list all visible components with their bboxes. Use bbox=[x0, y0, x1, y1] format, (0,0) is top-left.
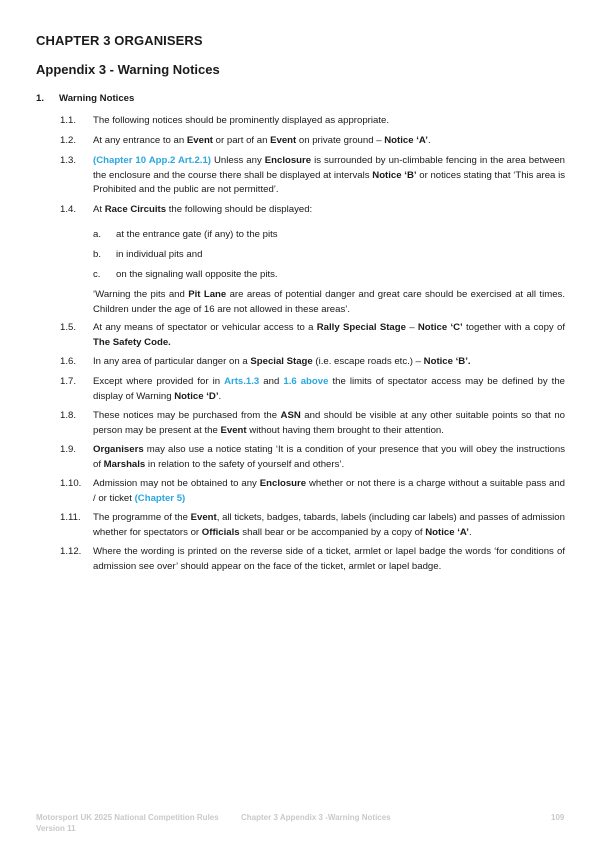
text-run: Unless any bbox=[211, 155, 265, 166]
cross-reference-link[interactable]: (Chapter 5) bbox=[134, 492, 186, 504]
text-run: or part of an bbox=[213, 135, 271, 146]
item-number: 1.3. bbox=[60, 155, 77, 166]
text-run: without having them brought to their attention. bbox=[246, 424, 444, 436]
text-run: At any entrance to an bbox=[93, 135, 187, 146]
footer-rules-title: Motorsport UK 2025 National Competition Rules bbox=[36, 813, 219, 822]
item-text bbox=[93, 134, 565, 149]
bold-term: Notice ‘B’. bbox=[423, 356, 471, 367]
bold-term: Notice ‘B’ bbox=[372, 169, 417, 181]
warning-quote bbox=[93, 288, 565, 317]
text-run: . bbox=[218, 390, 222, 402]
text-run: shall bear or be accompanied by a copy of bbox=[239, 526, 426, 538]
item-text bbox=[93, 409, 565, 438]
text-run: . bbox=[427, 135, 431, 146]
item-number: 1.5. bbox=[60, 322, 77, 333]
text-run: These notices may be purchased from the bbox=[93, 410, 281, 421]
item-text bbox=[93, 321, 565, 350]
notice-item bbox=[60, 375, 565, 404]
footer-left bbox=[36, 812, 219, 834]
text-run: may also use a notice stating ‘It is a condition of your presence that you will obey the instructions of bbox=[93, 444, 565, 470]
sub-item bbox=[93, 248, 202, 263]
text-run: At bbox=[93, 204, 105, 215]
text-run: Admission may not be obtained to any bbox=[93, 478, 260, 489]
text-run: Except where provided for in bbox=[93, 376, 225, 387]
bold-term: Rally Special Stage bbox=[316, 322, 406, 333]
text-run: the limits of spectator access may be defined by the display of Warning bbox=[93, 376, 565, 402]
sub-item-letter: a. bbox=[93, 229, 102, 240]
section-number: 1. bbox=[36, 93, 45, 104]
appendix-title: Appendix 3 - Warning Notices bbox=[36, 62, 220, 77]
footer-page-number: 109 bbox=[551, 813, 565, 822]
item-number: 1.1. bbox=[60, 115, 77, 126]
text-run: or notices stating that ‘This area is Prohibited and the public are not permitted’. bbox=[93, 169, 565, 195]
text-run: In any area of particular danger on a bbox=[93, 356, 251, 367]
text-run: At any means of spectator or vehicular access to a bbox=[93, 322, 317, 333]
bold-term: Notice ‘A’ bbox=[425, 526, 469, 538]
notice-item bbox=[60, 203, 565, 218]
text-run: on private ground – bbox=[296, 135, 385, 146]
text-run: The following notices should be prominently displayed as appropriate. bbox=[93, 115, 389, 126]
item-number: 1.9. bbox=[60, 444, 77, 455]
notice-item bbox=[60, 409, 565, 438]
cross-reference-link[interactable]: 1.6 above bbox=[283, 376, 329, 387]
item-number: 1.6. bbox=[60, 356, 77, 367]
sub-item-letter: b. bbox=[93, 249, 102, 260]
bold-term: Event bbox=[270, 135, 297, 146]
bold-term: Event bbox=[220, 424, 247, 436]
footer-version: Version 11 bbox=[36, 824, 76, 833]
item-text bbox=[93, 477, 565, 506]
item-text bbox=[93, 355, 565, 370]
footer-chapter: Chapter 3 Appendix 3 -Warning Notices bbox=[241, 813, 391, 822]
notice-item bbox=[60, 545, 565, 574]
bold-term: Marshals bbox=[103, 458, 146, 470]
text-run: in relation to the safety of yourself and others’. bbox=[145, 458, 345, 470]
bold-term: Pit Lane bbox=[188, 289, 227, 300]
bold-term: Enclosure bbox=[259, 478, 307, 489]
bold-term: The Safety Code. bbox=[93, 336, 171, 348]
text-run: The programme of the bbox=[93, 512, 191, 523]
text-run: . bbox=[468, 526, 472, 538]
notice-item bbox=[60, 134, 565, 149]
item-text bbox=[93, 114, 565, 129]
notice-item bbox=[60, 321, 565, 350]
item-number: 1.2. bbox=[60, 135, 77, 146]
text-run: and should be visible at any other suitable points so that no person may be present at the bbox=[93, 410, 565, 436]
item-number: 1.7. bbox=[60, 376, 77, 387]
bold-term: Enclosure bbox=[264, 155, 312, 166]
text-run: , all tickets, badges, tabards, labels (including car labels) and passes of admission whether for spectators or bbox=[93, 512, 565, 538]
item-text bbox=[93, 375, 565, 404]
text-run: are areas of potential danger and great care should be exercised at all times. Children under the age of 16 are not allowed in these areas’. bbox=[93, 289, 565, 315]
notice-item bbox=[60, 511, 565, 540]
bold-term: Special Stage bbox=[250, 356, 313, 367]
bold-term: Officials bbox=[201, 526, 240, 538]
bold-term: Event bbox=[190, 512, 217, 523]
notice-item bbox=[60, 355, 565, 370]
bold-term: ASN bbox=[280, 410, 301, 421]
sub-item-text: on the signaling wall opposite the pits. bbox=[116, 269, 278, 280]
item-number: 1.10. bbox=[60, 478, 82, 489]
text-run: is surrounded by un-climbable fencing in the area between the enclosure and the course there shall be displayed at intervals bbox=[93, 155, 565, 181]
notice-item bbox=[60, 154, 565, 198]
sub-item-letter: c. bbox=[93, 269, 101, 280]
text-run: Where the wording is printed on the reverse side of a ticket, armlet or lapel badge the words ‘for conditions of admission see over’ should appear on the face of the ticket, armlet or lapel badge. bbox=[93, 546, 565, 572]
bold-term: Organisers bbox=[93, 444, 144, 455]
item-text bbox=[93, 203, 565, 218]
text-run: the following should be displayed: bbox=[166, 204, 313, 215]
item-text bbox=[93, 511, 565, 540]
sub-item bbox=[93, 268, 278, 283]
item-text bbox=[93, 443, 565, 472]
chapter-title: CHAPTER 3 ORGANISERS bbox=[36, 33, 203, 48]
bold-term: Notice ‘D’ bbox=[174, 390, 219, 402]
bold-term: Race Circuits bbox=[104, 204, 167, 215]
item-number: 1.11. bbox=[60, 512, 81, 523]
bold-term: Notice ‘C’ bbox=[417, 322, 463, 333]
cross-reference-link[interactable]: (Chapter 10 App.2 Art.2.1) bbox=[93, 155, 212, 166]
section-heading bbox=[36, 93, 134, 104]
bold-term: Notice ‘A’ bbox=[384, 135, 428, 146]
sub-item bbox=[93, 228, 278, 243]
item-number: 1.4. bbox=[60, 204, 77, 215]
notice-item bbox=[60, 114, 565, 129]
sub-item-text: in individual pits and bbox=[116, 249, 203, 260]
notice-item bbox=[60, 477, 565, 506]
section-title: Warning Notices bbox=[59, 93, 135, 104]
item-number: 1.12. bbox=[60, 546, 82, 557]
item-text bbox=[93, 154, 565, 198]
notice-item bbox=[60, 443, 565, 472]
text-run: – bbox=[405, 322, 418, 333]
text-run: and bbox=[259, 376, 284, 387]
item-text bbox=[93, 545, 565, 574]
bold-term: Event bbox=[186, 135, 214, 146]
text-run: together with a copy of bbox=[462, 322, 566, 333]
text-run: (i.e. escape roads etc.) – bbox=[312, 356, 424, 367]
text-run: whether or not there is a charge without a suitable pass and / or ticket bbox=[93, 478, 565, 504]
item-number: 1.8. bbox=[60, 410, 77, 421]
cross-reference-link[interactable]: Arts.1.3 bbox=[224, 376, 260, 387]
sub-item-text: at the entrance gate (if any) to the pits bbox=[116, 229, 278, 240]
text-run: ‘Warning the pits and bbox=[93, 289, 189, 300]
